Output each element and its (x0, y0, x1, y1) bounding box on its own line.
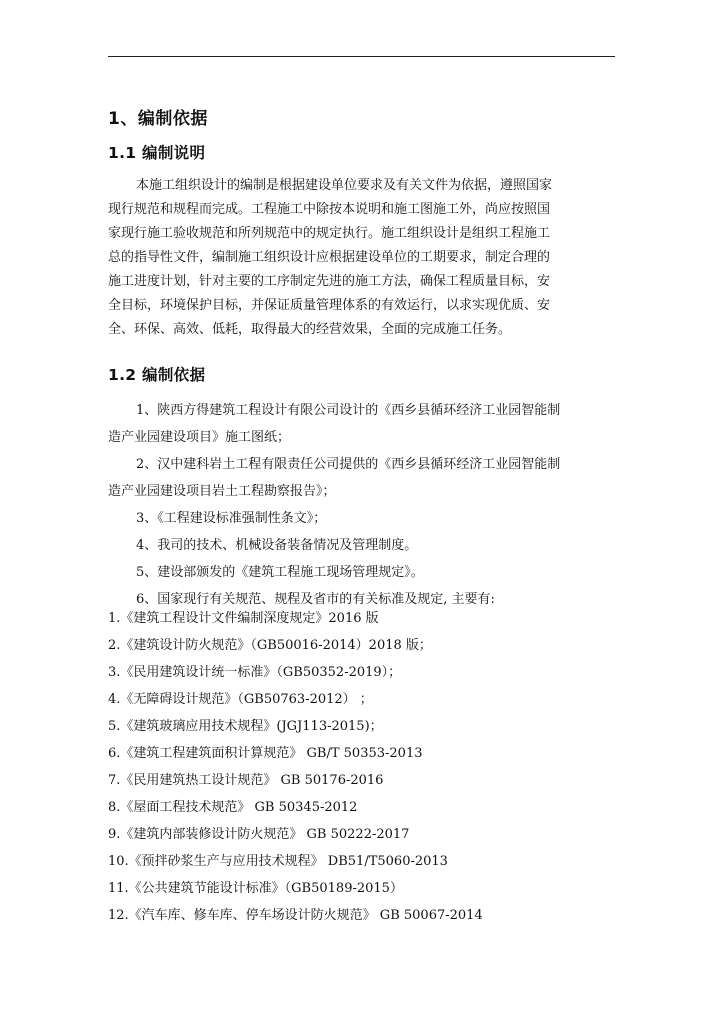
subsection-heading-1-2: 1.2 编制依据 (108, 366, 206, 384)
subsection-heading-1-1: 1.1 编制说明 (108, 144, 206, 162)
list-item: 7.《民用建筑热工设计规范》 GB 50176-2016 (108, 773, 384, 788)
list-item: 11.《公共建筑节能设计标准》（GB50189-2015） (108, 881, 403, 896)
list-item: 12.《汽车库、修车库、停车场设计防火规范》 GB 50067-2014 (108, 908, 483, 923)
list-item: 5.《建筑玻璃应用技术规程》(JGJ113-2015)； (108, 719, 383, 734)
list-item: 6.《建筑工程建筑面积计算规范》 GB/T 50353-2013 (108, 746, 423, 761)
list-item: 1.《建筑工程设计文件编制深度规定》2016 版 (108, 611, 379, 626)
basis-paragraph (108, 397, 616, 613)
paragraph-line: 本施工组织设计的编制是根据建设单位要求及有关文件为依据，遵照国家 (136, 178, 553, 193)
list-item: 9.《建筑内部装修设计防火规范》 GB 50222-2017 (108, 827, 410, 842)
section-heading-1: 1、编制依据 (108, 109, 208, 129)
paragraph-line: 全、环保、高效、低耗，取得最大的经营效果，全面的完成施工任务。 (108, 322, 512, 337)
basis-line: 4、我司的技术、机械设备装备情况及管理制度。 (136, 538, 418, 553)
list-item: 10.《预拌砂浆生产与应用技术规程》 DB51/T5060-2013 (108, 854, 448, 869)
standards-list (108, 605, 483, 929)
basis-line: 造产业园建设项目》施工图纸； (108, 430, 291, 445)
paragraph-line: 全目标，环境保护目标，并保证质量管理体系的有效运行，以求实现优质、安 (108, 298, 551, 313)
basis-line: 2、汉中建科岩土工程有限责任公司提供的《西乡县循环经济工业园智能制 (136, 457, 561, 472)
basis-line: 1、陕西方得建筑工程设计有限公司设计的《西乡县循环经济工业园智能制 (136, 403, 561, 418)
list-item: 4.《无障碍设计规范》（GB50763-2012） ； (108, 692, 373, 707)
paragraph-line: 施工进度计划，针对主要的工序制定先进的施工方法，确保工程质量目标，安 (108, 274, 551, 289)
basis-line: 造产业园建设项目岩土工程勘察报告》； (108, 484, 336, 499)
paragraph-line: 总的指导性文件，编制施工组织设计应根据建设单位的工期要求，制定合理的 (108, 250, 551, 265)
basis-line: 5、建设部颁发的《建筑工程施工现场管理规定》。 (136, 565, 424, 580)
list-item: 2.《建筑设计防火规范》（GB50016-2014）2018 版； (108, 638, 432, 653)
header-rule (108, 56, 615, 57)
basis-line: 6、国家现行有关规范、规程及省市的有关标准及规定, 主要有: (136, 592, 495, 607)
paragraph-line: 现行规范和规程而完成。工程施工中除按本说明和施工图施工外，尚应按照国 (108, 202, 551, 217)
paragraph-line: 家现行施工验收规范和所列规范中的规定执行。施工组织设计是组织工程施工 (108, 226, 551, 241)
description-paragraph (108, 174, 616, 342)
list-item: 3.《民用建筑设计统一标准》（GB50352-2019）； (108, 665, 402, 680)
basis-line: 3、《工程建设标准强制性条文》； (136, 511, 327, 526)
list-item: 8.《屋面工程技术规范》 GB 50345-2012 (108, 800, 358, 815)
